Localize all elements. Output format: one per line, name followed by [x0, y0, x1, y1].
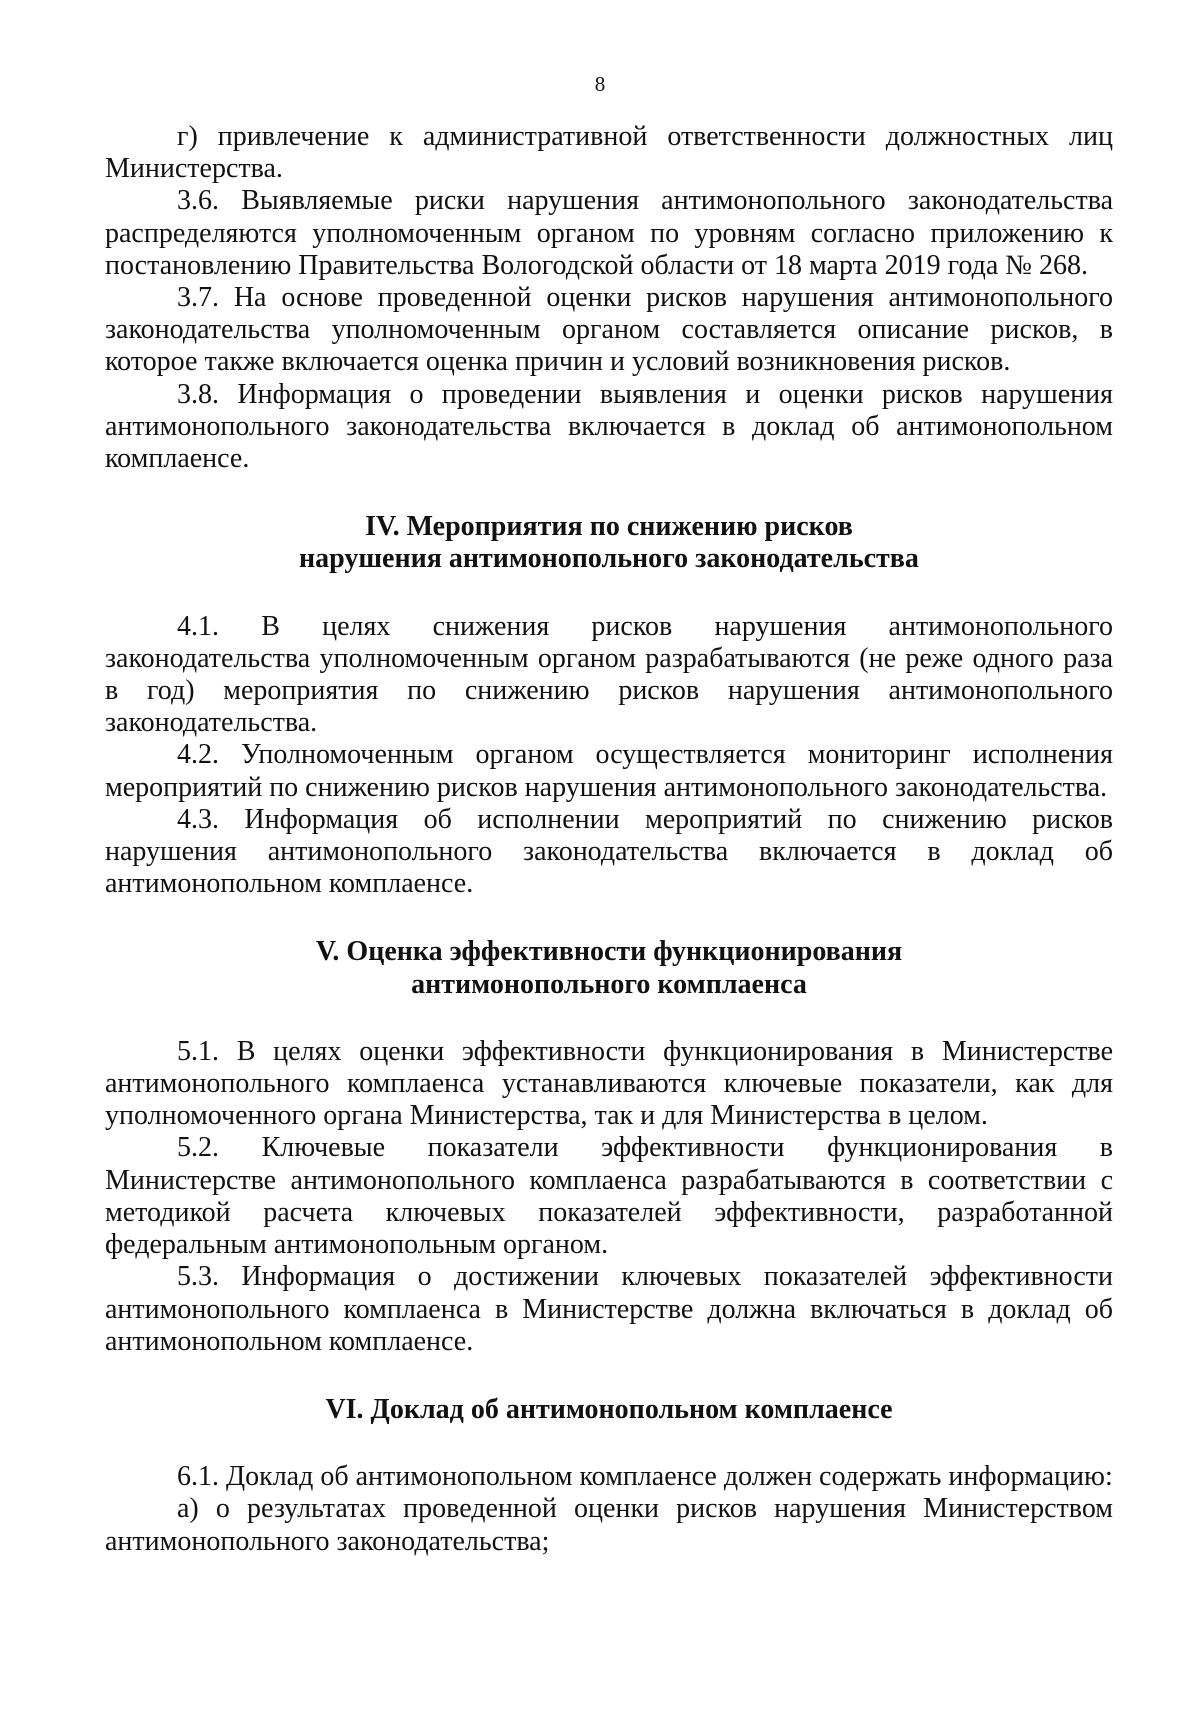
page-number: 8: [594, 72, 606, 96]
paragraph-5-1: 5.1. В целях оценки эффективности функционирования в Министерстве антимонопольного комплаенса устанавливаются ключевые показатели, как для уполномоченного органа Министерства, так и для Министерства в целом.: [105, 1035, 1113, 1132]
paragraph-3-7: 3.7. На основе проведенной оценки рисков нарушения антимонопольного законодательства уполномоченным органом составляется описание рисков, в которое также включается оценка причин и условий возникновения рисков.: [105, 282, 1113, 378]
section-5-heading: [105, 936, 1113, 1000]
paragraph-4-1: 4.1. В целях снижения рисков нарушения антимонопольного законодательства уполномоченным органом разрабатываются (не реже одного раза в год) мероприятия по снижению рисков нарушения антимонопольного законодательства.: [105, 610, 1113, 739]
paragraph-5-2: 5.2. Ключевые показатели эффективности функционирования в Министерстве антимонопольного комплаенса разрабатываются в соответствии с методикой расчета ключевых показателей эффективности, разработанной федеральным антимонопольным органом.: [105, 1132, 1113, 1261]
document-body: [105, 121, 1113, 1558]
section-5-heading-line1: V. Оценка эффективности функционирования: [315, 936, 903, 968]
paragraph-4-2: 4.2. Уполномоченным органом осуществляется мониторинг исполнения мероприятий по снижению рисков нарушения антимонопольного законодательства.: [105, 739, 1113, 803]
paragraph-4-3: 4.3. Информация об исполнении мероприятий по снижению рисков нарушения антимонопольного законодательства включается в доклад об антимонопольном комплаенсе.: [105, 803, 1113, 900]
section-4-heading-line1: IV. Мероприятия по снижению рисков: [365, 511, 853, 543]
section-5-heading-line2: антимонопольного комплаенса: [411, 968, 807, 1000]
paragraph-3-8: 3.8. Информация о проведении выявления и оценки рисков нарушения антимонопольного законодательства включается в доклад об антимонопольном комплаенсе.: [105, 378, 1113, 475]
section-6-heading: [105, 1394, 1113, 1426]
paragraph-3-5-g: г) привлечение к административной ответственности должностных лиц Министерства.: [105, 121, 1113, 185]
section-6-heading-line1: VI. Доклад об антимонопольном комплаенсе: [325, 1393, 893, 1425]
paragraph-6-1: 6.1. Доклад об антимонопольном комплаенсе должен содержать информацию:: [177, 1461, 1113, 1493]
section-4-heading: [105, 511, 1113, 575]
paragraph-5-3: 5.3. Информация о достижении ключевых показателей эффективности антимонопольного комплаенса в Министерстве должна включаться в доклад об антимонопольном комплаенсе.: [105, 1261, 1113, 1357]
paragraph-3-6: 3.6. Выявляемые риски нарушения антимонопольного законодательства распределяются уполномоченным органом по уровням согласно приложению к постановлению Правительства Вологодской области от 18 марта 2019 года № 268.: [105, 185, 1113, 281]
paragraph-6-1-a: а) о результатах проведенной оценки рисков нарушения Министерством антимонопольного законодательства;: [105, 1493, 1113, 1557]
section-4-heading-line2: нарушения антимонопольного законодательства: [299, 543, 919, 575]
